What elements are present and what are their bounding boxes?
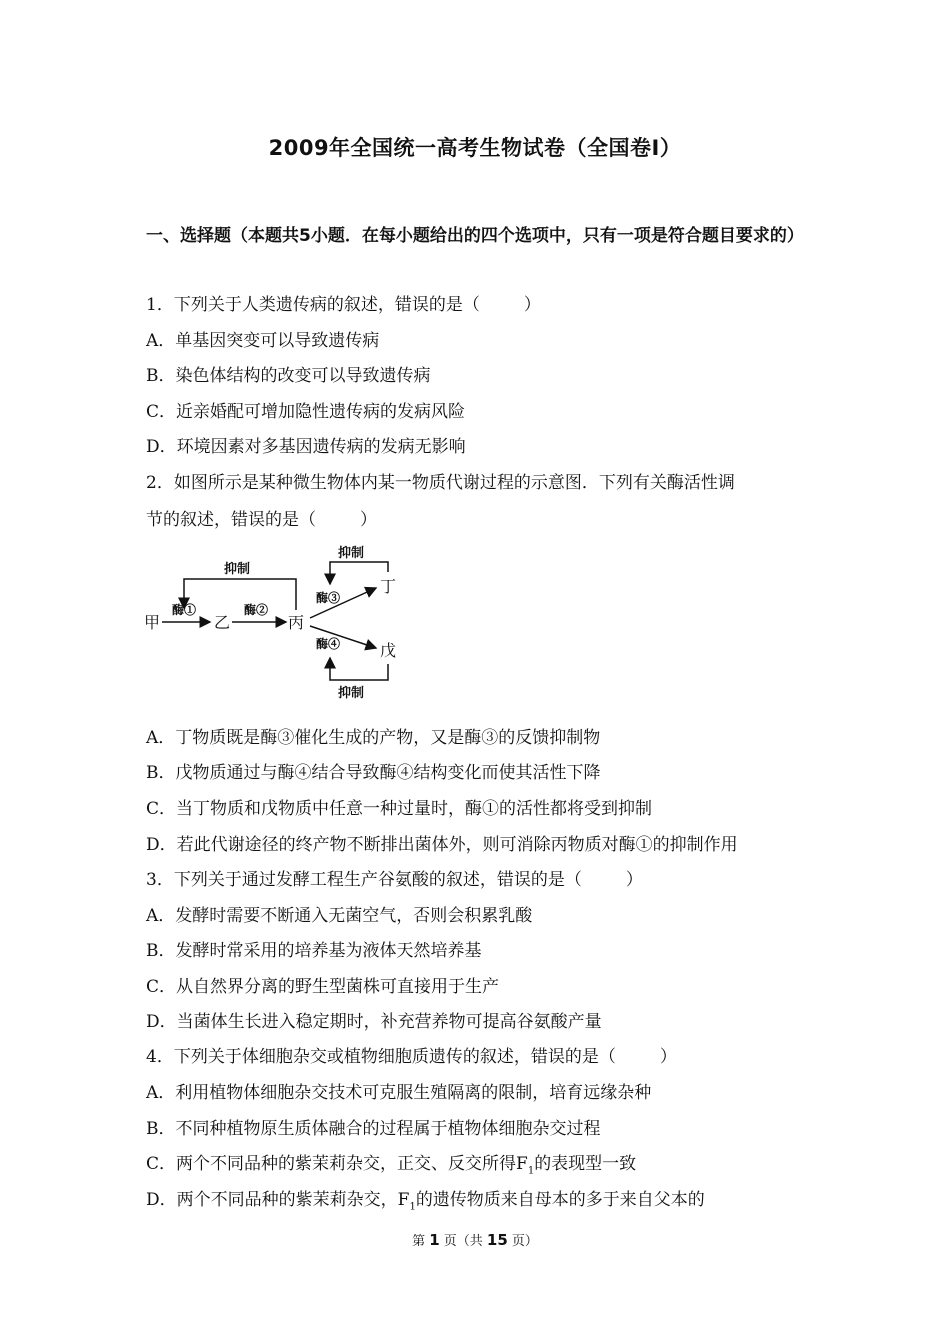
current-page: 1 [429,1231,440,1249]
node-jia: 甲 [144,613,161,632]
label-inhibit-4: 抑制 [338,686,365,701]
question-4-option-b: B．不同种植物原生质体融合的过程属于植物体细胞杂交过程 [146,1119,601,1139]
label-enzyme-4: 酶④ [316,637,341,651]
label-enzyme-3: 酶③ [316,591,341,605]
question-3-option-c: C．从自然界分离的野生型菌株可直接用于生产 [146,977,500,997]
section-heading: 一、选择题（本题共5小题．在每小题给出的四个选项中，只有一项是符合题目要求的） [146,226,804,246]
metabolic-pathway-diagram [144,542,404,702]
question-2-option-a: A．丁物质既是酶③催化生成的产物，又是酶③的反馈抑制物 [146,728,601,748]
question-4-option-a: A．利用植物体细胞杂交技术可克服生殖隔离的限制，培育远缘杂种 [146,1083,652,1103]
exam-title: 2009年全国统一高考生物试卷（全国卷Ⅰ） [268,136,682,160]
question-1-option-b: B．染色体结构的改变可以导致遗传病 [146,366,431,386]
question-2-option-b: B．戊物质通过与酶④结合导致酶④结构变化而使其活性下降 [146,763,601,783]
question-1-option-d: D．环境因素对多基因遗传病的发病无影响 [146,437,466,457]
inhibit-loop-4 [330,658,388,680]
question-3-option-d: D．当菌体生长进入稳定期时，补充营养物可提高谷氨酸产量 [146,1012,602,1032]
question-1-option-c: C．近亲婚配可增加隐性遗传病的发病风险 [146,402,466,422]
question-4-option-d: D．两个不同品种的紫茉莉杂交，$F_1$的遗传物质来自母本的多于来自父本的 [146,1190,705,1213]
question-2-stem-line2: 节的叙述，错误的是（ ） [146,510,377,530]
question-4-option-c: C．两个不同品种的紫茉莉杂交，正交、反交所得$F_1$的表现型一致 [146,1154,637,1177]
label-inhibit-1: 抑制 [224,562,251,577]
page-footer: 第 1 页（共 15 页） [412,1231,538,1249]
question-2-option-d: D．若此代谢途径的终产物不断排出菌体外，则可消除丙物质对酶①的抑制作用 [146,835,738,855]
total-pages: 15 [486,1231,508,1249]
question-3-option-b: B．发酵时常采用的培养基为液体天然培养基 [146,941,482,961]
question-1-stem: 1．下列关于人类遗传病的叙述，错误的是（ ） [146,295,541,315]
question-3-option-a: A．发酵时需要不断通入无菌空气，否则会积累乳酸 [146,906,533,926]
node-bing: 丙 [288,613,305,632]
node-ding: 丁 [380,577,397,596]
label-inhibit-3: 抑制 [338,546,365,561]
label-enzyme-1: 酶① [172,603,197,617]
question-2-option-c: C．当丁物质和戊物质中任意一种过量时，酶①的活性都将受到抑制 [146,799,653,819]
inhibit-loop-1 [184,579,296,610]
question-4-stem: 4．下列关于体细胞杂交或植物细胞质遗传的叙述，错误的是（ ） [146,1047,677,1067]
question-3-stem: 3．下列关于通过发酵工程生产谷氨酸的叙述，错误的是（ ） [146,870,643,890]
question-1-option-a: A．单基因突变可以导致遗传病 [146,331,380,351]
label-enzyme-2: 酶② [244,603,269,617]
question-2-stem-line1: 2．如图所示是某种微生物体内某一物质代谢过程的示意图．下列有关酶活性调 [146,473,735,493]
node-yi: 乙 [214,613,231,632]
node-wu: 戊 [380,641,397,660]
